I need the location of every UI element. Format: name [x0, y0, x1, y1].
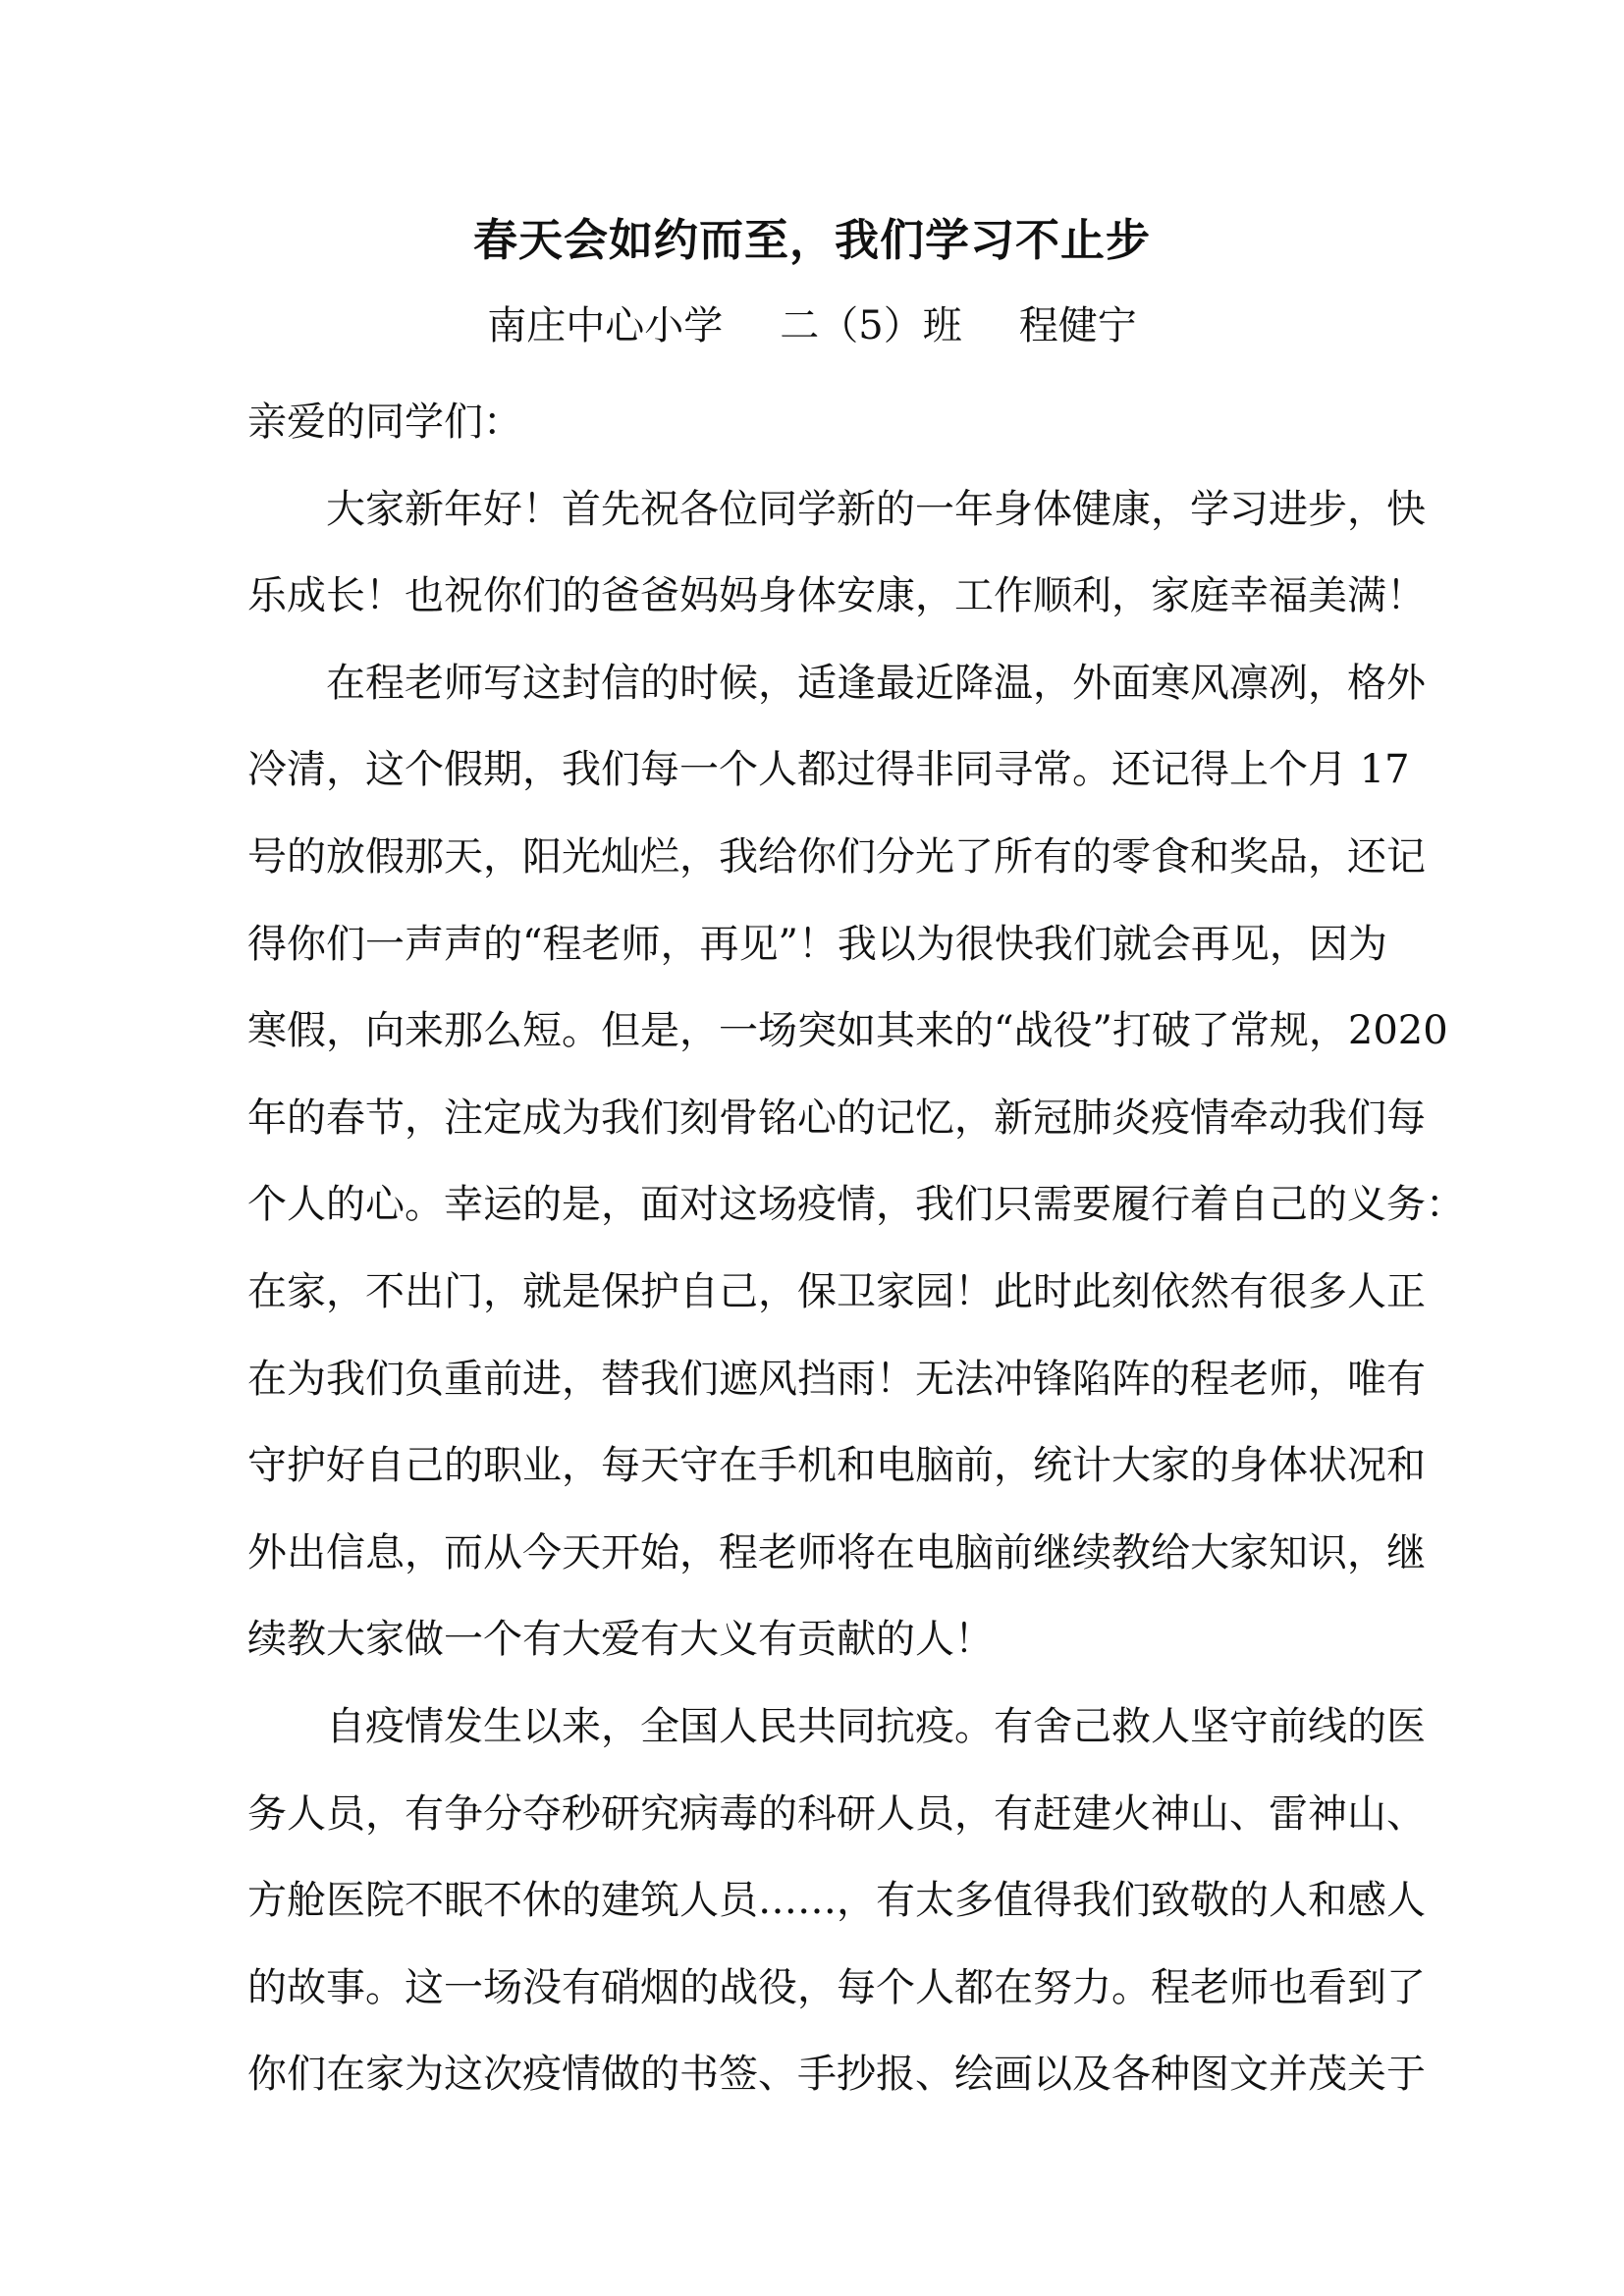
paragraph-line: 年的春节，注定成为我们刻骨铭心的记忆，新冠肺炎疫情牵动我们每: [247, 1095, 1426, 1141]
byline: [0, 287, 1624, 365]
paragraph-line: 大家新年好！首先祝各位同学新的一年身体健康，学习进步，快: [326, 486, 1426, 532]
paragraph-line: 号的放假那天，阳光灿烂，我给你们分光了所有的零食和奖品，还记: [247, 833, 1426, 880]
paragraph-line: 外出信息，而从今天开始，程老师将在电脑前继续教给大家知识，继: [247, 1529, 1426, 1575]
byline-class: 二（5）班: [780, 303, 962, 348]
paragraph-line: 在程老师写这封信的时候，适逢最近降温，外面寒风凛冽，格外: [326, 660, 1426, 706]
paragraph-line: 续教大家做一个有大爱有大义有贡献的人！: [247, 1617, 994, 1663]
paragraph-line: 自疫情发生以来，全国人民共同抗疫。有舍己救人坚守前线的医: [326, 1703, 1426, 1749]
paragraph-line: 方舱医院不眠不休的建筑人员……，有太多值得我们致敬的人和感人: [247, 1878, 1426, 1924]
paragraph-line: 寒假，向来那么短。但是，一场突如其来的“战役”打破了常规，2020: [247, 1008, 1448, 1054]
paragraph-line: 在为我们负重前进，替我们遮风挡雨！无法冲锋陷阵的程老师，唯有: [247, 1356, 1426, 1402]
paragraph-line: 在家，不出门，就是保护自己，保卫家园！此时此刻依然有很多人正: [247, 1268, 1426, 1314]
paragraph-3: [247, 1683, 1426, 2118]
document-title: 春天会如约而至，我们学习不止步: [472, 214, 1151, 266]
paragraph-line: 守护好自己的职业，每天守在手机和电脑前，统计大家的身体状况和: [247, 1443, 1426, 1489]
paragraph-line: 你们在家为这次疫情做的书签、手抄报、绘画以及各种图文并茂关于: [247, 2052, 1426, 2098]
paragraph-line: 务人员，有争分夺秒研究病毒的科研人员，有赶建火神山、雷神山、: [247, 1790, 1426, 1837]
paragraph-1: [247, 466, 1426, 640]
byline-school: 南庄中心小学: [487, 303, 724, 348]
paragraph-line: 冷清，这个假期，我们每一个人都过得非同寻常。还记得上个月 17: [247, 747, 1410, 793]
paragraph-line: 乐成长！也祝你们的爸爸妈妈身体安康，工作顺利，家庭幸福美满！: [247, 573, 1426, 619]
paragraph-line: 个人的心。幸运的是，面对这场疫情，我们只需要履行着自己的义务：: [247, 1182, 1465, 1228]
paragraph-2: [247, 640, 1465, 1683]
letter-body: [247, 379, 1465, 2118]
paragraph-line: 得你们一声声的“程老师，再见”！我以为很快我们就会再见，因为: [247, 921, 1387, 967]
paragraph-line: 的故事。这一场没有硝烟的战役，每个人都在努力。程老师也看到了: [247, 1964, 1426, 2010]
salutation: 亲爱的同学们：: [247, 400, 522, 445]
byline-author: 程健宁: [1018, 303, 1137, 348]
